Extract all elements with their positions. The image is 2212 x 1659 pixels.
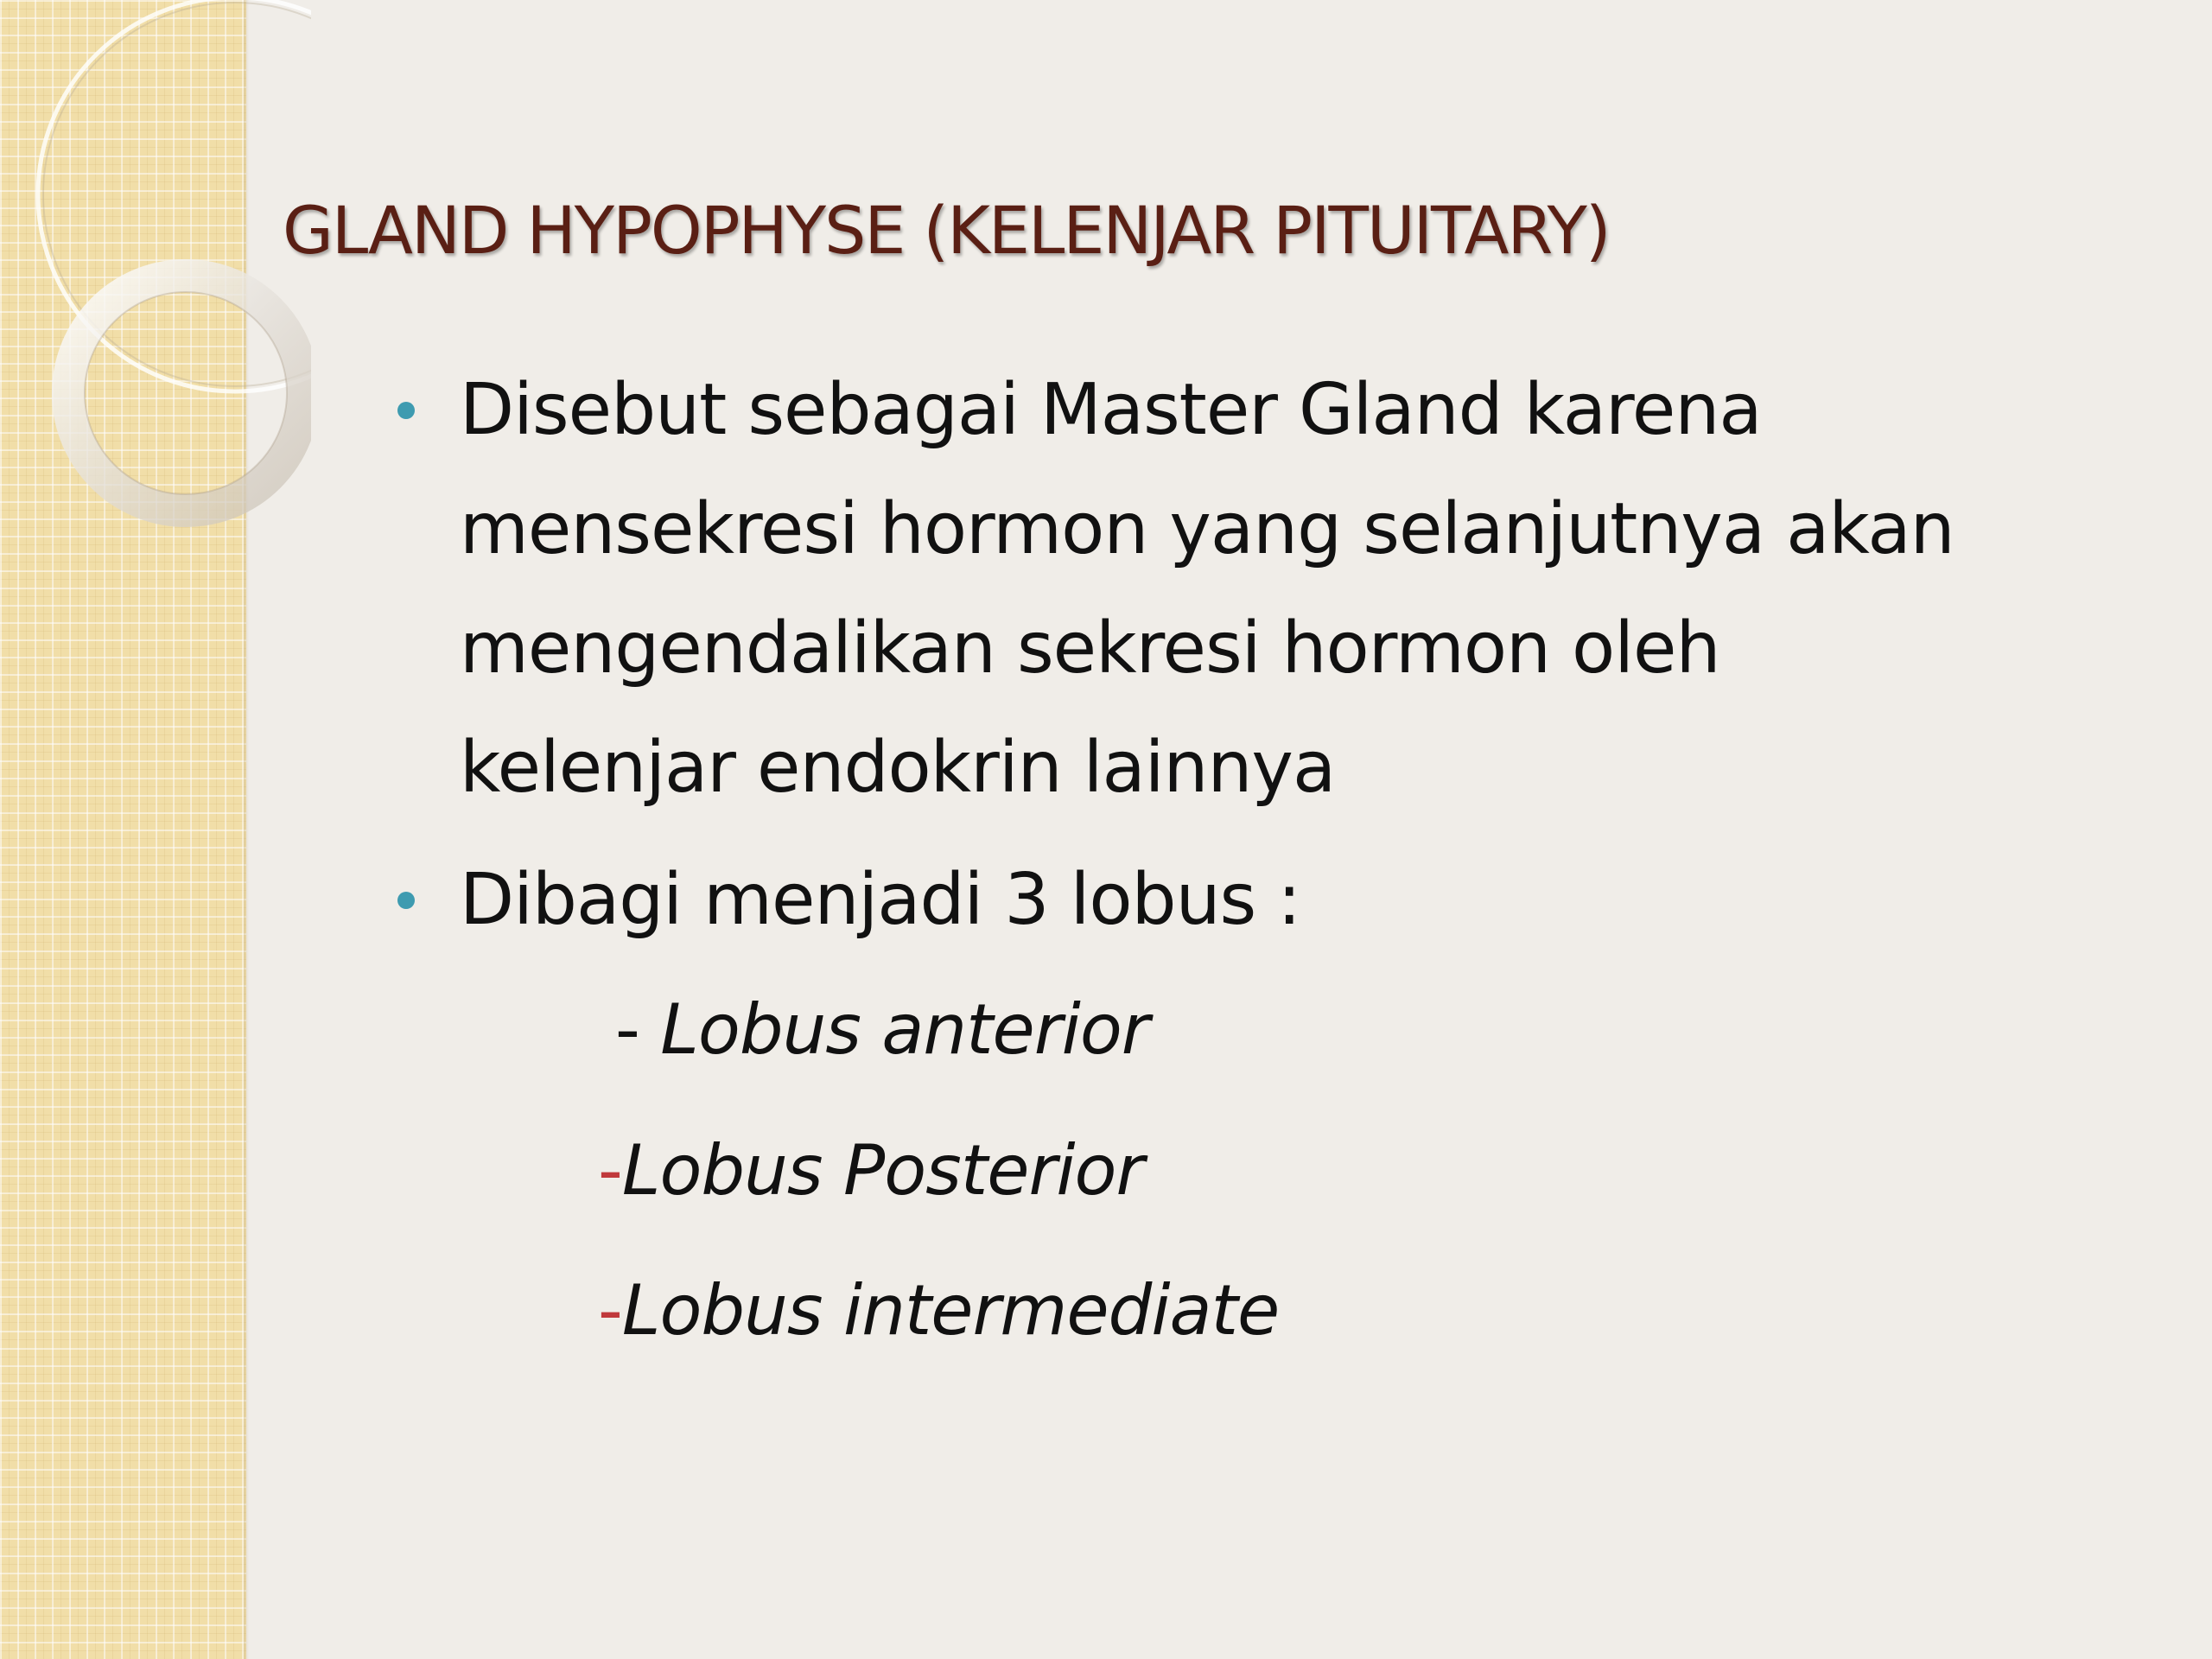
sub-item-dash: - bbox=[598, 1130, 622, 1211]
sub-item-dash: - bbox=[598, 1270, 622, 1351]
bullet-dot bbox=[397, 402, 415, 419]
sub-item-text: Lobus Posterior bbox=[621, 1130, 1144, 1211]
bullet-1-line-2: mensekresi hormon yang selanjutnya akan bbox=[460, 488, 1955, 570]
sub-item-text: Lobus anterior bbox=[660, 989, 1149, 1070]
sub-item-text: Lobus intermediate bbox=[621, 1270, 1280, 1351]
bullet-1-line-1: Disebut sebagai Master Gland karena bbox=[460, 369, 1762, 451]
bullet-dot bbox=[397, 892, 415, 909]
sub-item-lobus-posterior bbox=[598, 1130, 1143, 1211]
bullet-1-line-3: mengendalikan sekresi hormon oleh bbox=[460, 607, 1720, 690]
bullet-2-line-1: Dibagi menjadi 3 lobus : bbox=[460, 859, 1300, 941]
sub-item-lobus-intermediate bbox=[598, 1270, 1279, 1351]
sub-item-dash: - bbox=[615, 989, 661, 1070]
slide-title: GLAND HYPOPHYSE (KELENJAR PITUITARY) bbox=[283, 192, 1610, 269]
sub-item-lobus-anterior bbox=[615, 989, 1149, 1070]
bullet-1-line-4: kelenjar endokrin lainnya bbox=[460, 727, 1336, 809]
